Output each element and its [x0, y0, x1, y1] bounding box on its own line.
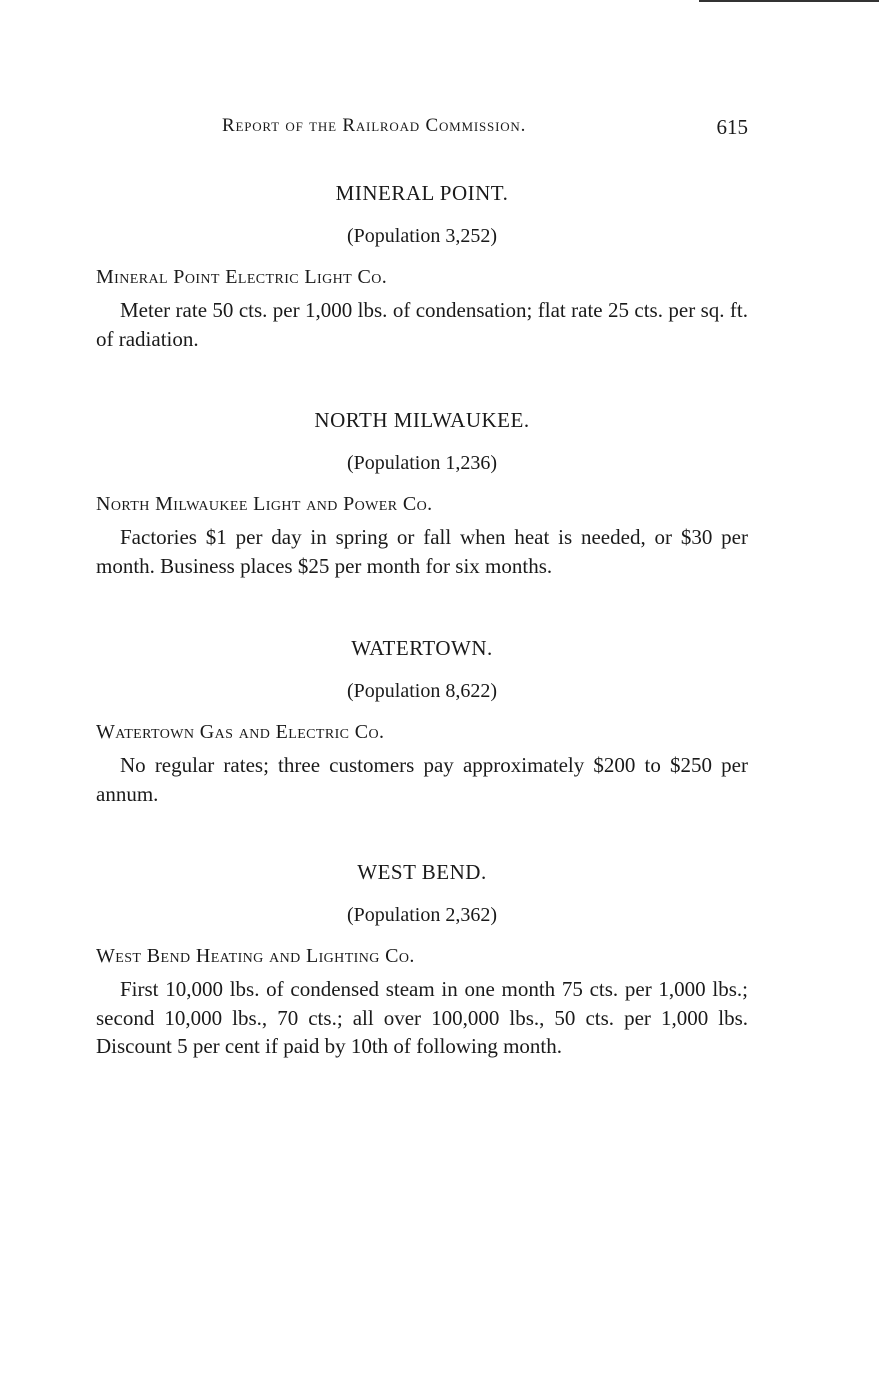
rates-paragraph: No regular rates; three customers pay approximately $200 to $250 per annum. [96, 753, 748, 806]
running-head [96, 115, 748, 143]
population-line: (Population 1,236) [347, 452, 497, 474]
company-name: Mineral Point Electric Light Co. [96, 266, 388, 288]
rates-paragraph: Factories $1 per day in spring or fall when heat is needed, or $30 per month. Business places $25 per month for six months. [96, 525, 748, 578]
section-north-milwaukee [96, 405, 748, 580]
section-heading: NORTH MILWAUKEE. [314, 408, 530, 432]
page-edge-rule [699, 0, 879, 2]
running-title: Report of the Railroad Commission. [222, 115, 527, 136]
company-name: West Bend Heating and Lighting Co. [96, 945, 415, 967]
section-west-bend [96, 857, 748, 1061]
section-mineral-point [96, 178, 748, 353]
population-line: (Population 8,622) [347, 680, 497, 702]
population-line: (Population 2,362) [347, 904, 497, 926]
section-heading: WEST BEND. [357, 860, 487, 884]
section-heading: WATERTOWN. [351, 636, 493, 660]
company-name: North Milwaukee Light and Power Co. [96, 493, 433, 515]
rates-paragraph: First 10,000 lbs. of condensed steam in one month 75 cts. per 1,000 lbs.; second 10,000 lbs., 70 cts.; all over 100,000 lbs., 50 cts. per 1,000 lbs. Discount 5 per cent if paid by 10th of following month. [96, 977, 748, 1058]
page-number: 615 [716, 115, 748, 139]
rates-paragraph: Meter rate 50 cts. per 1,000 lbs. of condensation; flat rate 25 cts. per sq. ft. of radiation. [96, 298, 748, 351]
section-watertown [96, 633, 748, 808]
company-name: Watertown Gas and Electric Co. [96, 721, 385, 743]
population-line: (Population 3,252) [347, 225, 497, 247]
section-heading: MINERAL POINT. [335, 181, 509, 205]
